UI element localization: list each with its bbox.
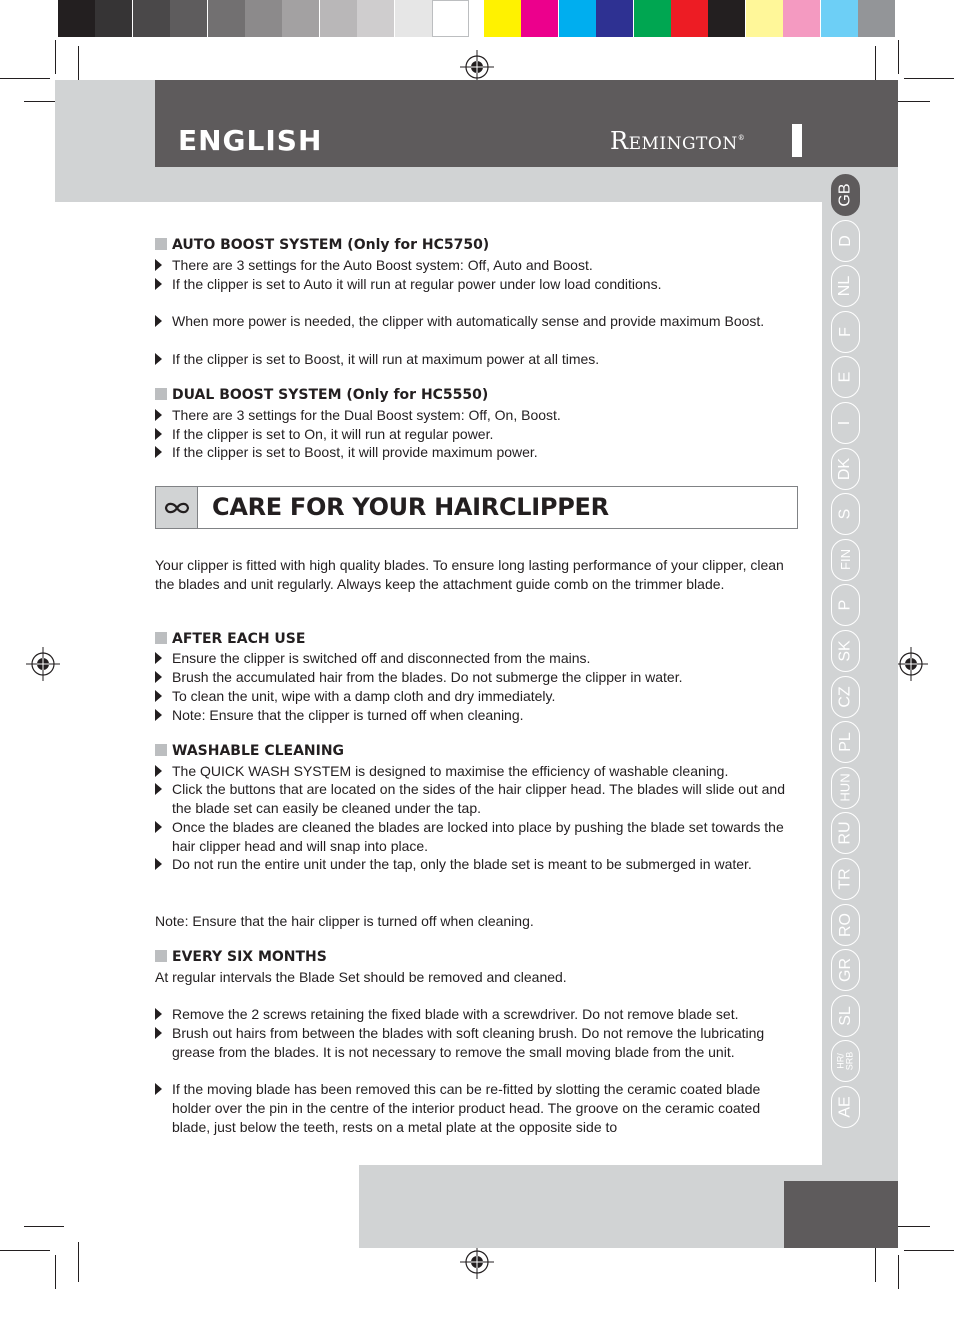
care-icon-box	[155, 486, 198, 529]
language-tab-label: DK	[836, 457, 854, 480]
language-tab-nl[interactable]	[831, 265, 860, 307]
process-color-swatch	[521, 0, 558, 37]
gray-swatch	[320, 0, 357, 37]
language-tab-label: I	[836, 420, 854, 426]
language-tab-label: CZ	[836, 685, 854, 708]
list-item-text: There are 3 settings for the Dual Boost system: Off, On, Boost.	[172, 407, 561, 423]
gray-swatch	[58, 0, 95, 37]
registration-mark-icon	[894, 647, 928, 681]
process-color-swatch	[821, 0, 858, 37]
section-heading-text: WASHABLE CLEANING	[172, 743, 345, 759]
brand-logo	[610, 127, 745, 155]
language-tab-e[interactable]	[831, 356, 860, 398]
section-heading-every-six-months	[155, 948, 327, 966]
language-tab-label: GR	[836, 958, 854, 983]
language-tab-label: RO	[836, 912, 854, 937]
language-tab-ae[interactable]	[831, 1086, 860, 1128]
language-tab-label: NL	[836, 275, 854, 297]
list-item	[155, 275, 800, 294]
list-item	[155, 687, 800, 706]
language-tab-ro[interactable]	[831, 904, 860, 946]
six-months-intro: At regular intervals the Blade Set should be removed and cleaned.	[155, 969, 567, 985]
care-intro: Your clipper is fitted with high quality blades. To ensure long lasting performance of your clipper, clean the blades and unit regularly. Always keep the attachment guide comb on the trimmer blade.	[155, 557, 784, 592]
gray-swatch	[432, 0, 469, 37]
triangle-bullet-icon	[155, 671, 162, 683]
language-tab-label: HUN	[838, 773, 854, 802]
gray-swatch	[170, 0, 207, 37]
list-item-text: Once the blades are cleaned the blades are locked into place by pushing the blade set towards the hair clipper head and will snap into place.	[172, 819, 784, 854]
triangle-bullet-icon	[155, 858, 162, 870]
crop-mark	[0, 1250, 50, 1251]
list-item-text: If the clipper is set to Boost, it will run at maximum power at all times.	[172, 351, 600, 367]
process-color-swatch	[783, 0, 820, 37]
language-tab-label: P	[836, 600, 854, 611]
list-item-text: Click the buttons that are located on the sides of the hair clipper head. The blades will slide out and the blade set can easily be cleaned under the tap.	[172, 781, 786, 816]
crop-mark	[78, 1242, 79, 1282]
language-tab-d[interactable]	[831, 220, 860, 262]
language-tab-s[interactable]	[831, 493, 860, 535]
language-tab-ru[interactable]	[831, 812, 860, 854]
language-tab-label: HR/ SRB	[835, 1052, 855, 1071]
crop-mark	[898, 40, 899, 74]
gray-swatch	[282, 0, 319, 37]
triangle-bullet-icon	[155, 821, 162, 833]
list-item	[155, 443, 800, 462]
list-item-text: Brush the accumulated hair from the blades. Do not submerge the clipper in water.	[172, 669, 683, 685]
gray-swatch	[95, 0, 132, 37]
process-color-swatch	[858, 0, 895, 37]
washable-note: Note: Ensure that the hair clipper is turned off when cleaning.	[155, 913, 534, 929]
square-bullet-icon	[155, 388, 167, 400]
list-item	[155, 1024, 800, 1062]
list-item-text: Note: Ensure that the clipper is turned off when cleaning.	[172, 707, 524, 723]
triangle-bullet-icon	[155, 709, 162, 721]
language-tab-tr[interactable]	[831, 858, 860, 900]
language-tab-label: RU	[836, 821, 854, 845]
section-heading-text: DUAL BOOST SYSTEM (Only for HC5550)	[172, 387, 489, 403]
language-tab-label: E	[836, 372, 854, 383]
list-item-text: Brush out hairs from between the blades with soft cleaning brush. Do not remove the lubricating grease from the blades. It is not necessary to remove the small moving blade from the unit.	[172, 1025, 765, 1060]
triangle-bullet-icon	[155, 783, 162, 795]
language-tab-label: GB	[836, 183, 854, 207]
crop-mark	[904, 1250, 954, 1251]
list-item	[155, 350, 800, 369]
language-tab-gr[interactable]	[831, 949, 860, 991]
list-item-text: If the clipper is set to Boost, it will provide maximum power.	[172, 444, 538, 460]
crop-mark	[24, 1226, 64, 1227]
language-tab-pl[interactable]	[831, 721, 860, 763]
list-item-text: The QUICK WASH SYSTEM is designed to maximise the efficiency of washable cleaning.	[172, 763, 729, 779]
language-tab-f[interactable]	[831, 311, 860, 353]
section-heading-auto-boost	[155, 236, 489, 254]
gray-swatch	[395, 0, 432, 37]
triangle-bullet-icon	[155, 428, 162, 440]
process-color-swatch	[634, 0, 671, 37]
process-color-swatch	[559, 0, 596, 37]
triangle-bullet-icon	[155, 1008, 162, 1020]
section-heading-text: EVERY SIX MONTHS	[172, 949, 327, 965]
crop-mark	[898, 1255, 899, 1289]
process-color-swatch	[746, 0, 783, 37]
list-item-text: To clean the unit, wipe with a damp cloth and dry immediately.	[172, 688, 556, 704]
section-heading-text: AFTER EACH USE	[172, 631, 306, 647]
language-tab-label: FIN	[837, 549, 853, 571]
brand-registered-mark: ®	[737, 134, 746, 142]
list-item	[155, 706, 800, 725]
infinity-icon	[162, 499, 192, 517]
crop-mark	[55, 1255, 56, 1289]
triangle-bullet-icon	[155, 765, 162, 777]
registration-mark-icon	[26, 647, 60, 681]
list-item-text: Remove the 2 screws retaining the fixed blade with a screwdriver. Do not remove blade set.	[172, 1006, 739, 1022]
list-item	[155, 312, 800, 331]
list-item-text: Do not run the entire unit under the tap, only the blade set is meant to be submerged in water.	[172, 856, 752, 872]
triangle-bullet-icon	[155, 315, 162, 327]
square-bullet-icon	[155, 238, 167, 250]
language-tab-label: SL	[836, 1006, 854, 1026]
language-tab-dk[interactable]	[831, 448, 860, 490]
language-tab-label: SK	[836, 640, 854, 662]
language-tab-hr-srb[interactable]	[831, 1040, 860, 1082]
language-tab-hun[interactable]	[831, 767, 860, 809]
language-tab-label: F	[836, 326, 854, 337]
language-tab-cz[interactable]	[831, 676, 860, 718]
list-item	[155, 649, 800, 668]
process-color-swatch	[708, 0, 745, 37]
language-tab-gb[interactable]	[831, 174, 860, 216]
section-heading-after-each-use	[155, 630, 305, 648]
triangle-bullet-icon	[155, 259, 162, 271]
gray-swatch	[357, 0, 394, 37]
crop-mark	[55, 40, 56, 74]
triangle-bullet-icon	[155, 446, 162, 458]
list-item-text: If the clipper is set to On, it will run at regular power.	[172, 426, 494, 442]
brand-name: Remington	[610, 127, 738, 155]
language-tab-sl[interactable]	[831, 995, 860, 1037]
language-tab-label: TR	[836, 868, 854, 890]
list-item	[155, 256, 800, 275]
list-item	[155, 818, 800, 856]
triangle-bullet-icon	[155, 409, 162, 421]
list-item	[155, 406, 800, 425]
language-tab-fin[interactable]	[831, 539, 860, 581]
language-tab-p[interactable]	[831, 584, 860, 626]
square-bullet-icon	[155, 632, 167, 644]
brand-bar	[792, 124, 802, 157]
list-item	[155, 855, 800, 874]
crop-mark	[0, 78, 50, 79]
process-color-swatch	[596, 0, 633, 37]
gray-swatch	[133, 0, 170, 37]
language-tab-i[interactable]	[831, 402, 860, 444]
triangle-bullet-icon	[155, 278, 162, 290]
list-item	[155, 780, 800, 818]
language-tab-label: PL	[836, 732, 854, 752]
list-item-text: When more power is needed, the clipper with automatically sense and provide maximum Boost.	[172, 313, 765, 329]
square-bullet-icon	[155, 744, 167, 756]
list-item-text: Ensure the clipper is switched off and disconnected from the mains.	[172, 650, 591, 666]
language-tab-label: AE	[836, 1096, 854, 1118]
language-tab-label: S	[836, 508, 854, 520]
list-item	[155, 1080, 800, 1136]
process-color-swatch	[671, 0, 708, 37]
list-item	[155, 425, 800, 444]
language-tab-label: D	[836, 234, 854, 247]
section-heading-dual-boost	[155, 386, 488, 404]
list-item	[155, 1005, 800, 1024]
footer-page-tab	[784, 1181, 898, 1248]
list-item-text: If the clipper is set to Auto it will run at regular power under low load conditions.	[172, 276, 662, 292]
gray-swatch	[245, 0, 282, 37]
list-item-text: If the moving blade has been removed this can be re-fitted by slotting the ceramic coated blade holder over the pin in the centre of the interior product head. The groove on the ceramic coated blade, just below the teeth, rests on a metal plate at the opposite side to	[172, 1081, 761, 1135]
triangle-bullet-icon	[155, 1027, 162, 1039]
crop-mark	[875, 1242, 876, 1282]
language-tab-sk[interactable]	[831, 630, 860, 672]
list-item-text: There are 3 settings for the Auto Boost system: Off, Auto and Boost.	[172, 257, 593, 273]
list-item	[155, 668, 800, 687]
list-item	[155, 762, 800, 781]
page-title: ENGLISH	[178, 124, 323, 157]
gray-swatch	[208, 0, 245, 37]
registration-mark-icon	[460, 50, 494, 84]
triangle-bullet-icon	[155, 353, 162, 365]
section-heading-washable-cleaning	[155, 742, 344, 760]
crop-mark	[904, 78, 954, 79]
process-color-swatch	[484, 0, 521, 37]
care-title: CARE FOR YOUR HAIRCLIPPER	[212, 493, 609, 521]
triangle-bullet-icon	[155, 652, 162, 664]
triangle-bullet-icon	[155, 1083, 162, 1095]
registration-mark-icon	[460, 1245, 494, 1279]
section-heading-text: AUTO BOOST SYSTEM (Only for HC5750)	[172, 237, 490, 253]
triangle-bullet-icon	[155, 690, 162, 702]
square-bullet-icon	[155, 950, 167, 962]
